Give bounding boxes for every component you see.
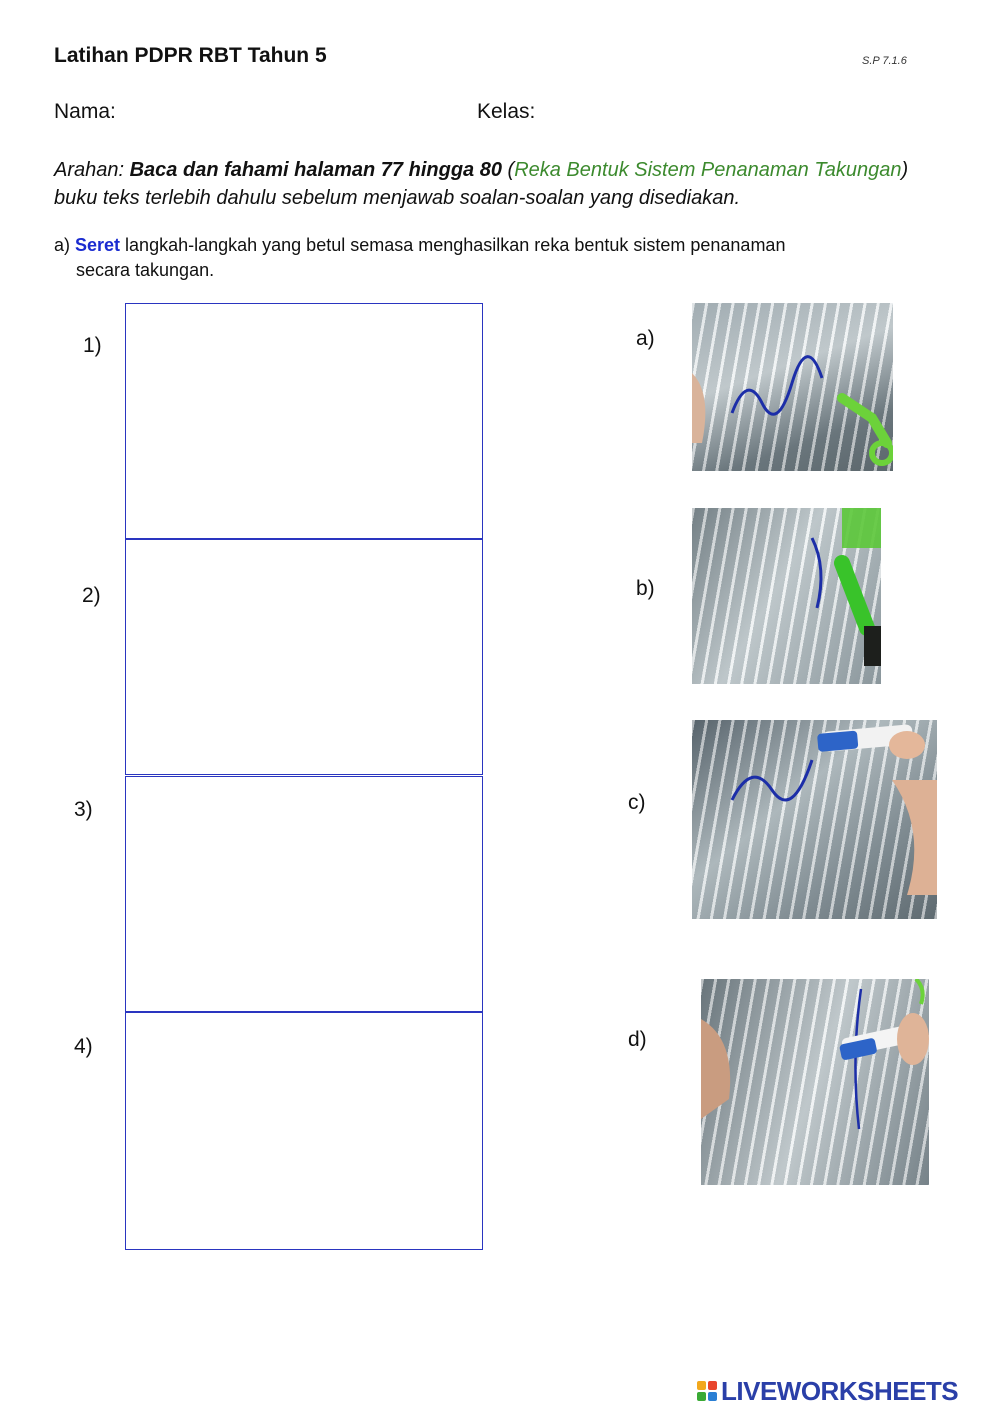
question-text-line1: langkah-langkah yang betul semasa menghasilkan reka bentuk sistem penanaman [120,235,786,255]
marker-illustration [692,720,937,919]
cutter-illustration [692,508,881,684]
option-image-c[interactable] [692,720,937,919]
option-label-b: b) [636,577,655,600]
question-label: a) [54,235,76,255]
slot-number-4: 4) [74,1035,93,1058]
marker-drawing-illustration [701,979,929,1185]
instruction-topic: Reka Bentuk Sistem Penanaman Takungan [514,159,902,181]
option-image-a[interactable] [692,303,893,471]
logo-text: LIVEWORKSHEETS [721,1375,959,1406]
slot-number-2: 2) [82,584,101,607]
option-label-d: d) [628,1028,647,1051]
instruction-open-paren: ( [501,159,515,181]
drop-zone-1[interactable] [125,303,483,539]
liveworksheets-logo-icon [697,1381,717,1401]
instruction-rest: ) buku teks terlebih dahulu sebelum menjawab soalan-soalan yang disediakan. [54,159,909,209]
drop-zone-4[interactable] [125,1012,483,1250]
drop-zone-3[interactable] [125,776,483,1012]
slot-number-3: 3) [74,798,93,821]
instruction-pages: Baca dan fahami halaman 77 hingga 80 [129,159,502,181]
drop-zone-2[interactable] [125,539,483,775]
instructions [54,156,954,212]
question-keyword: Seret [75,235,121,255]
class-label: Kelas: [477,100,536,123]
standard-code: S.P 7.1.6 [862,55,907,67]
instruction-prefix: Arahan: [54,159,130,181]
worksheet-title: Latihan PDPR RBT Tahun 5 [54,44,327,67]
option-label-a: a) [636,327,655,350]
slot-number-1: 1) [83,334,102,357]
option-image-b[interactable] [692,508,881,684]
option-label-c: c) [628,791,646,814]
question-text-line2: secara takungan. [76,260,215,280]
liveworksheets-logo [697,1376,958,1406]
name-label: Nama: [54,100,116,123]
question-a [54,233,934,283]
option-image-d[interactable] [701,979,929,1185]
scissors-cut-illustration [692,303,893,471]
